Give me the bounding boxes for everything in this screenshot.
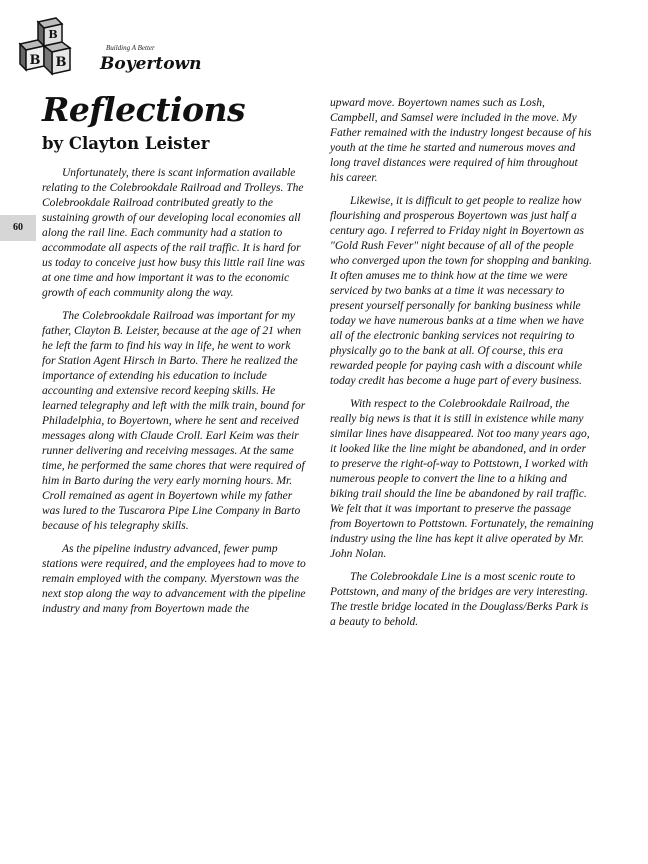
logo-tagline: Building A Better (106, 44, 155, 52)
boyertown-logo (18, 16, 202, 78)
logo-name: Boyertown (100, 54, 202, 74)
logo-block-letter: B (55, 55, 67, 70)
article-paragraph: As the pipeline industry advanced, fewer pump stations were required, and the employees had to move to remain employed with the company. Myerstown was the next stop along the way to advancement with the pipeline industry and many from Boyertown made the (42, 543, 306, 615)
article-title: Reflections (42, 90, 246, 129)
article-paragraph: Unfortunately, there is scant information available relating to the Colebrookdale Railroad and Trolleys. The Colebrookdale Railroad contributed greatly to the sustaining growth of our developing local economies all along the rail line. Each community had a station to accommodate all aspects of the rail traffic. It is hard for us today to conceive just how busy this little rail line was at one time and how important it was to the economic growth of each community along the way. (42, 167, 305, 299)
article-paragraph: The Colebrookdale Railroad was important for my father, Clayton B. Leister, because at the age of 21 when he left the farm to find his way in life, he went to work for Station Agent Hirsch in Barto. There he realized the importance of extending his education to include accounting and extensive record keeping skills. He learned telegraphy and left with the milk train, bound for Philadelphia, to Boyertown, where he sent and received messages along with Claude Croll. Earl Keim was their runner delivering and receiving messages. At the same time, he performed the same chores that were required of him in Barto during the very early morning hours. Mr. Croll remained as agent in Boyertown while my father was lured to the Tuscarora Pipe Line Company in Barto because of his telegraphy skills. (42, 310, 306, 532)
article-byline: by Clayton Leister (42, 134, 210, 153)
article-paragraph-continued: upward move. Boyertown names such as Losh, Campbell, and Samsel were included in the move. My Father remained with the industry longest because of his youth at the time he started and numerous moves and long travel distances were required of him throughout his career. (330, 97, 592, 184)
page-number: 60 (13, 222, 23, 233)
logo-block-letter: B (48, 28, 58, 41)
article-paragraph: The Colebrookdale Line is a most scenic route to Pottstown, and many of the bridges are very interesting. The trestle bridge located in the Douglass/Berks Park is a beauty to behold. (330, 571, 589, 628)
article-left-column (42, 166, 306, 625)
article-paragraph: With respect to the Colebrookdale Railroad, the really big news is that it is still in existence while many similar lines have disappeared. Not too many years ago, it looked like the line might be abandoned, and in order to preserve the right-of-way to Pottstown, I worked with numerous people to convert the line to a hiking and biking trail should the line be abandoned by rail traffic. We felt that it was important to preserve the passage from Boyertown to Pottstown. Fortunately, the remaining industry using the line has kept it alive operated by Mr. John Nolan. (330, 398, 594, 560)
article-right-column (330, 96, 594, 638)
article-paragraph: Likewise, it is difficult to get people to realize how flourishing and prosperous Boyertown was just half a century ago. I referred to Friday night in Boyertown as "Gold Rush Fever" night because of all of the people who converged upon the town for shopping and banking. It often amuses me to think how at the time we were serviced by two banks at a time it was necessary to present yourself personally for banking business while today we have numerous banks at a time when we have all of the electronic banking services not requiring to physically go to the bank at all. Of course, this era rewarded people for paying cash with a discount while today credit has become a huge part of every business. (330, 195, 592, 387)
building-blocks-logo-icon (18, 16, 98, 78)
logo-block-letter: B (29, 53, 41, 68)
